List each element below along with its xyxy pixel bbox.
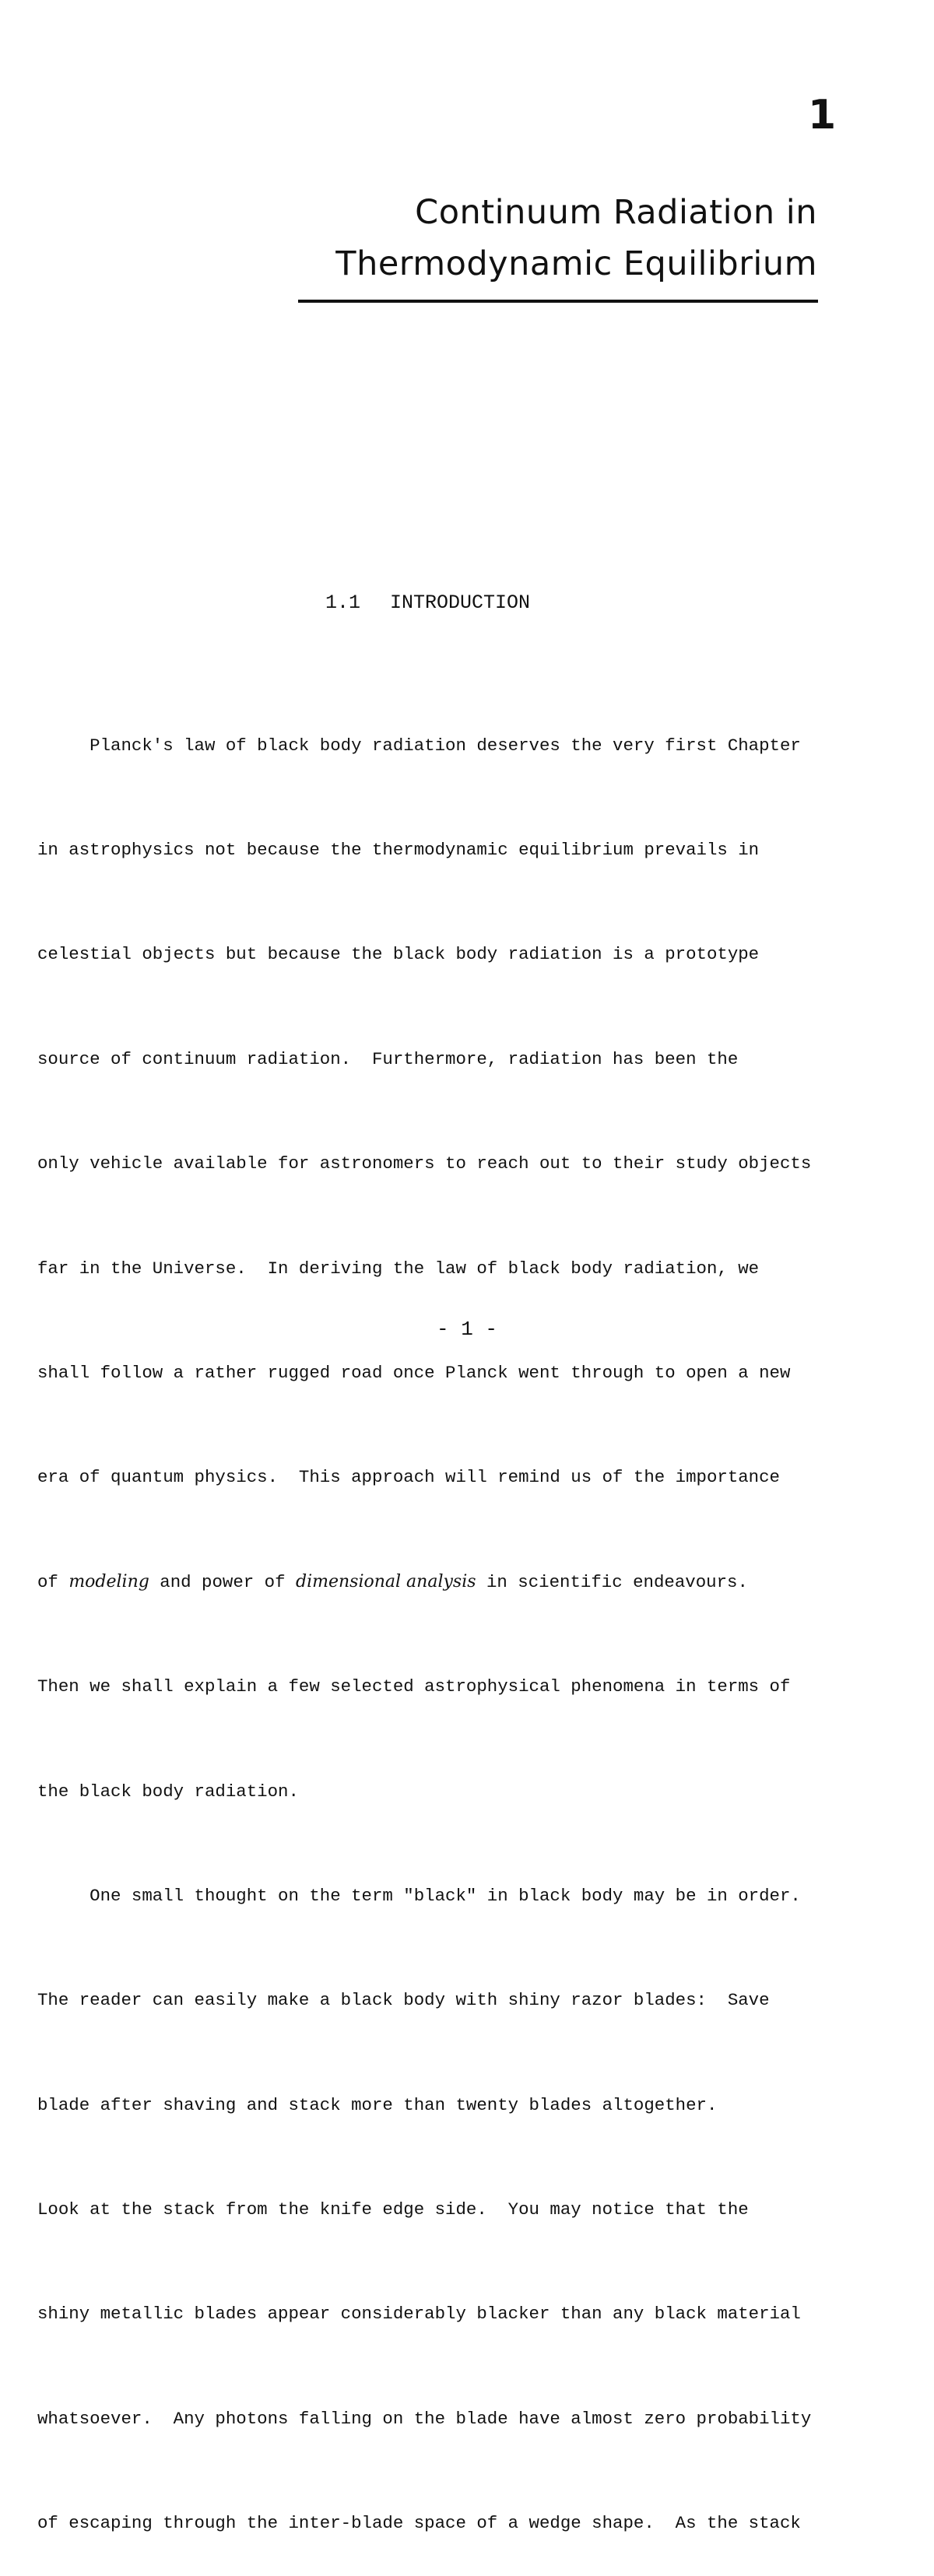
body-line: blade after shaving and stack more than twenty blades altogether. [37, 2094, 718, 2115]
chapter-title [335, 187, 817, 290]
page-number: - 1 - [436, 1318, 497, 1341]
body-line: One small thought on the term "black" in black body may be in order. [37, 1885, 801, 1906]
body-line: celestial objects but because the black body radiation is a prototype [37, 944, 760, 965]
section-heading [325, 589, 530, 617]
body-text-fragment: and power of [149, 1571, 296, 1592]
body-line: Planck's law of black body radiation deserves the very first Chapter [37, 735, 801, 756]
title-rule [298, 300, 818, 303]
italic-term-dimensional-analysis: dimensional analysis [295, 1571, 476, 1592]
chapter-title-line-2: Thermodynamic Equilibrium [335, 244, 817, 283]
body-line [37, 1565, 901, 1600]
section-title: INTRODUCTION [390, 591, 531, 614]
body-line: in astrophysics not because the thermodynamic equilibrium prevails in [37, 839, 760, 860]
italic-term-modeling: modeling [68, 1571, 149, 1592]
body-text [37, 658, 901, 2576]
body-line: of escaping through the inter-blade space of a wedge shape. As the stack [37, 2513, 801, 2534]
chapter-number: 1 [808, 92, 837, 139]
body-line: Look at the stack from the knife edge side. You may notice that the [37, 2199, 749, 2220]
body-text-fragment: in scientific endeavours. [476, 1571, 748, 1592]
body-line: Then we shall explain a few selected astrophysical phenomena in terms of [37, 1676, 791, 1697]
body-line: source of continuum radiation. Furthermore, radiation has been the [37, 1048, 739, 1069]
body-line: The reader can easily make a black body with shiny razor blades: Save [37, 1990, 770, 2011]
chapter-title-line-1: Continuum Radiation in [415, 193, 817, 232]
body-line: whatsoever. Any photons falling on the blade have almost zero probability [37, 2408, 812, 2429]
body-line: only vehicle available for astronomers to reach out to their study objects [37, 1153, 812, 1174]
body-line: shiny metallic blades appear considerably blacker than any black material [37, 2304, 801, 2325]
section-number: 1.1 [325, 591, 361, 614]
body-line: shall follow a rather rugged road once Planck went through to open a new [37, 1362, 791, 1383]
body-line: far in the Universe. In deriving the law of black body radiation, we [37, 1258, 760, 1279]
body-text-fragment: of [37, 1571, 69, 1592]
body-line: the black body radiation. [37, 1781, 299, 1802]
body-line: era of quantum physics. This approach will remind us of the importance [37, 1467, 780, 1488]
